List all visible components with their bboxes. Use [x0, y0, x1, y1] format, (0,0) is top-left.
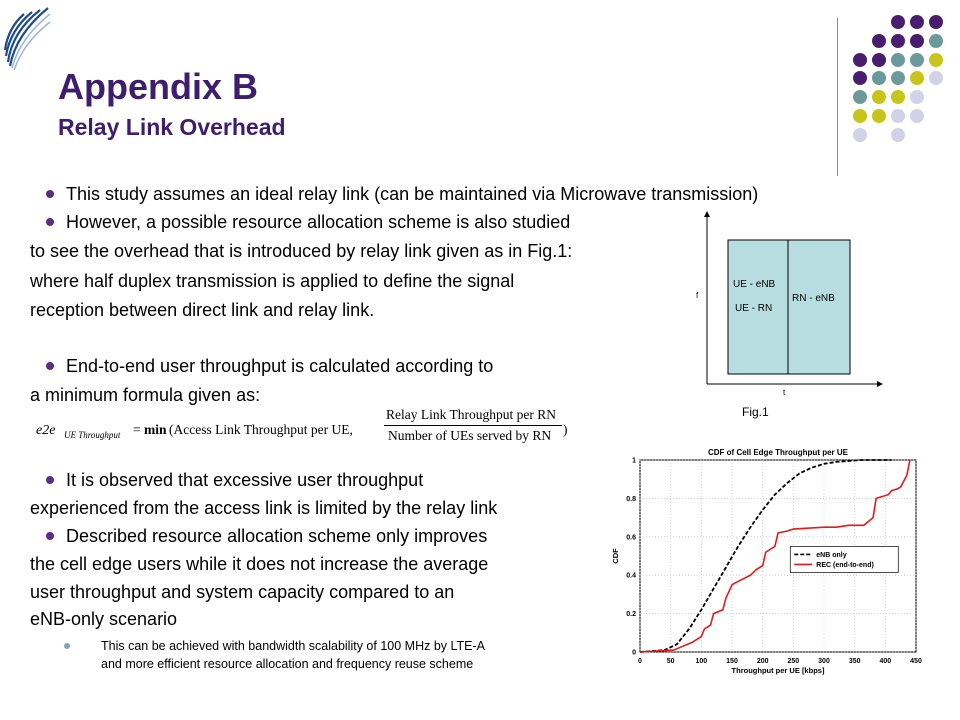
formula-arg1: (Access Link Throughput per UE,: [169, 422, 353, 437]
formula-min: min: [144, 422, 167, 437]
company-logo: [2, 4, 52, 74]
bullet-text: Described resource allocation scheme only improves: [66, 526, 488, 546]
bullet-marker: [46, 362, 54, 370]
bullet-continuation: user throughput and system capacity compared to an: [30, 582, 455, 602]
chart-y-tick-label: 0: [632, 649, 636, 657]
formula-denominator: Number of UEs served by RN: [388, 428, 552, 443]
bullet-continuation: eNB-only scenario: [30, 609, 178, 629]
decorative-dot: [872, 109, 886, 123]
decorative-dot: [891, 34, 905, 48]
bullet-continuation: reception between direct link and relay link.: [30, 300, 375, 320]
bullet-marker: [46, 190, 54, 198]
bullet-marker: [46, 476, 54, 484]
bullet-continuation: experienced from the access link is limited by the relay link: [30, 498, 498, 518]
chart-x-tick-label: 150: [726, 658, 738, 665]
bullet-text: This study assumes an ideal relay link (can be maintained via Microwave transmission): [66, 184, 759, 204]
decorative-dot: [872, 90, 886, 104]
decorative-dot: [929, 53, 943, 67]
chart-x-tick-label: 450: [910, 658, 922, 665]
bullet-text: It is observed that excessive user throughput: [66, 470, 424, 490]
chart-legend-label: eNB only: [816, 551, 847, 559]
bullet-continuation: where half duplex transmission is applied to define the signal: [30, 271, 515, 291]
chart-x-tick-label: 300: [818, 658, 830, 665]
chart-x-tick-label: 100: [695, 658, 708, 665]
fig1-y-label: f: [696, 291, 699, 300]
chart-x-tick-label: 50: [666, 658, 675, 665]
decorative-dot: [891, 53, 905, 67]
decorative-dot: [891, 128, 905, 142]
chart-x-tick-label: 200: [756, 658, 769, 665]
fig1-right-label: RN - eNB: [792, 293, 835, 304]
fig1-right-box: [788, 240, 850, 374]
bullet-continuation: to see the overhead that is introduced by relay link given as in Fig.1:: [30, 241, 573, 261]
fig1-left-label-2: UE - RN: [735, 303, 773, 314]
decorative-dot: [910, 34, 924, 48]
fig1-caption: Fig.1: [742, 405, 769, 419]
decorative-dot: [910, 109, 924, 123]
sub-bullet-marker: [64, 643, 70, 649]
decorative-dot: [891, 71, 905, 85]
bullet-continuation: the cell edge users while it does not increase the average: [30, 554, 489, 574]
decorative-dot: [910, 71, 924, 85]
fig1-left-label-1: UE - eNB: [733, 279, 776, 290]
decorative-dot: [872, 71, 886, 85]
bullet-text: End-to-end user throughput is calculated according to: [66, 356, 494, 376]
decorative-dot: [929, 34, 943, 48]
decorative-dot: [853, 109, 867, 123]
chart-y-axis-label: CDF: [611, 548, 620, 564]
decorative-dot: [853, 128, 867, 142]
chart-title: CDF of Cell Edge Throughput per UE: [708, 448, 848, 457]
chart-legend-label: REC (end-to-end): [816, 561, 874, 569]
fig1-x-label: t: [783, 388, 786, 397]
decorative-dot: [891, 109, 905, 123]
bullet-marker: [46, 218, 54, 226]
slide-title: Appendix B: [58, 66, 259, 107]
chart-y-tick-label: 0.2: [626, 611, 636, 619]
cdf-chart: [604, 444, 936, 676]
slide-subtitle: Relay Link Overhead: [58, 114, 286, 140]
bullet-text: However, a possible resource allocation scheme is also studied: [66, 212, 571, 232]
decorative-dot: [910, 15, 924, 29]
decorative-divider: [837, 18, 838, 176]
decorative-dot: [891, 90, 905, 104]
formula-equals: =: [133, 422, 141, 437]
decorative-dot: [910, 53, 924, 67]
formula-lhs-subscript: UE Throughput: [64, 430, 121, 440]
decorative-dot: [853, 71, 867, 85]
chart-x-tick-label: 400: [879, 658, 892, 665]
chart-y-tick-label: 0.8: [626, 495, 636, 503]
chart-y-tick-label: 0.4: [626, 572, 636, 580]
decorative-dot: [891, 15, 905, 29]
chart-x-tick-label: 250: [787, 658, 800, 665]
decorative-dot: [929, 15, 943, 29]
decorative-dot: [910, 90, 924, 104]
sub-bullet-text: This can be achieved with bandwidth scalability of 100 MHz by LTE-A: [101, 639, 485, 653]
fig1-diagram: [680, 208, 890, 428]
chart-y-tick-label: 0.6: [626, 534, 636, 542]
chart-x-axis-label: Throughput per UE [kbps]: [731, 666, 825, 675]
sub-bullet-continuation: and more efficient resource allocation and frequency reuse scheme: [101, 657, 474, 671]
chart-x-tick-label: 0: [638, 658, 642, 665]
formula-numerator: Relay Link Throughput per RN: [386, 407, 556, 422]
formula-close: ): [563, 422, 568, 437]
chart-y-tick-label: 1: [632, 457, 636, 465]
decorative-dot: [853, 53, 867, 67]
bullet-marker: [46, 532, 54, 540]
bullet-continuation: a minimum formula given as:: [30, 385, 261, 405]
formula-fraction-bar: [384, 425, 562, 426]
chart-x-tick-label: 350: [848, 658, 861, 665]
decorative-dot: [929, 71, 943, 85]
decorative-dot: [872, 53, 886, 67]
decorative-dot: [872, 34, 886, 48]
decorative-dot: [853, 90, 867, 104]
formula-lhs: e2e: [36, 423, 56, 438]
